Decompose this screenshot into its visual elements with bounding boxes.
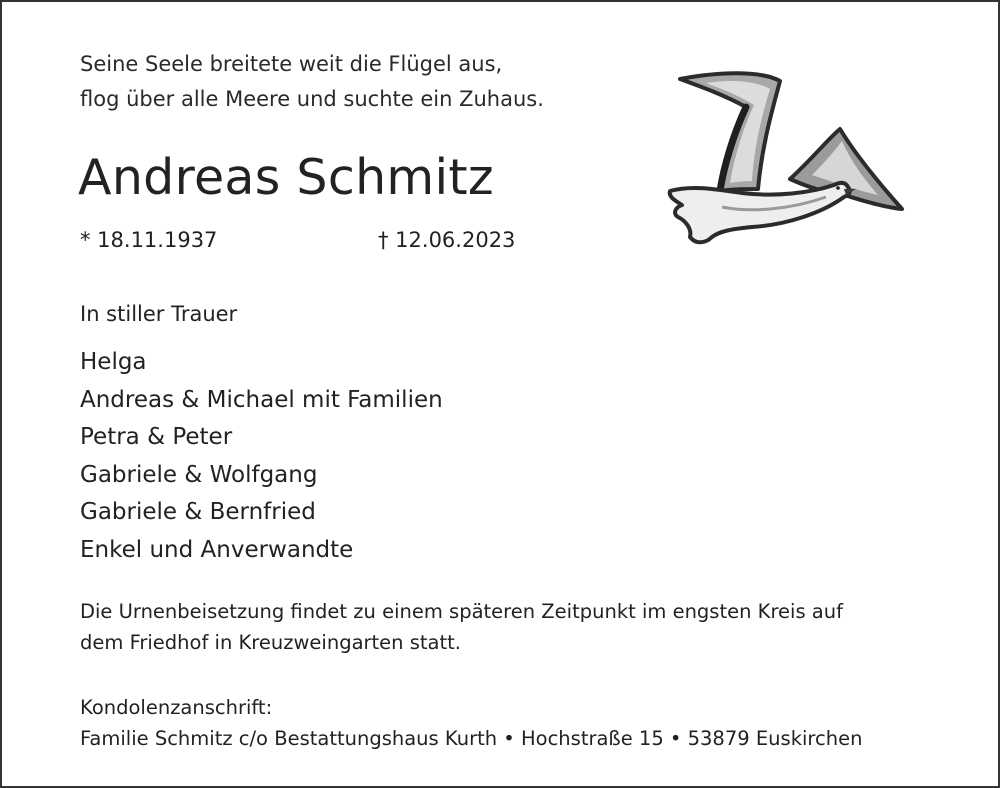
verse — [80, 47, 544, 117]
mourner-item: Enkel und Anverwandte — [80, 536, 354, 563]
burial-notice-line-2: dem Friedhof in Kreuzweingarten statt. — [80, 631, 461, 654]
condolence-address-line: Familie Schmitz c/o Bestattungshaus Kurth • Hochstraße 15 • 53879 Euskirchen — [80, 727, 863, 750]
birth-date: * 18.11.1937 — [80, 228, 218, 252]
mourner-item: Gabriele & Bernfried — [80, 499, 316, 525]
death-date: † 12.06.2023 — [378, 228, 516, 252]
trauer-label: In stiller Trauer — [80, 302, 238, 326]
dove-illustration — [662, 67, 912, 252]
condolence-label: Kondolenzanschrift: — [80, 696, 273, 719]
burial-notice — [80, 596, 843, 658]
dove-icon — [662, 67, 912, 252]
mourner-item: Helga — [80, 349, 147, 375]
verse-line-2: flog über alle Meere und suchte ein Zuhaus. — [80, 87, 544, 111]
mourner-item: Gabriele & Wolfgang — [80, 461, 318, 488]
condolence-address — [80, 692, 862, 754]
deceased-name: Andreas Schmitz — [78, 149, 494, 206]
burial-notice-line-1: Die Urnenbeisetzung findet zu einem späteren Zeitpunkt im engsten Kreis auf — [80, 600, 843, 623]
verse-line-1: Seine Seele breitete weit die Flügel aus, — [80, 52, 503, 76]
mourner-item: Andreas & Michael mit Familien — [80, 386, 443, 413]
mourners-list — [80, 344, 443, 569]
mourner-item: Petra & Peter — [80, 424, 233, 450]
